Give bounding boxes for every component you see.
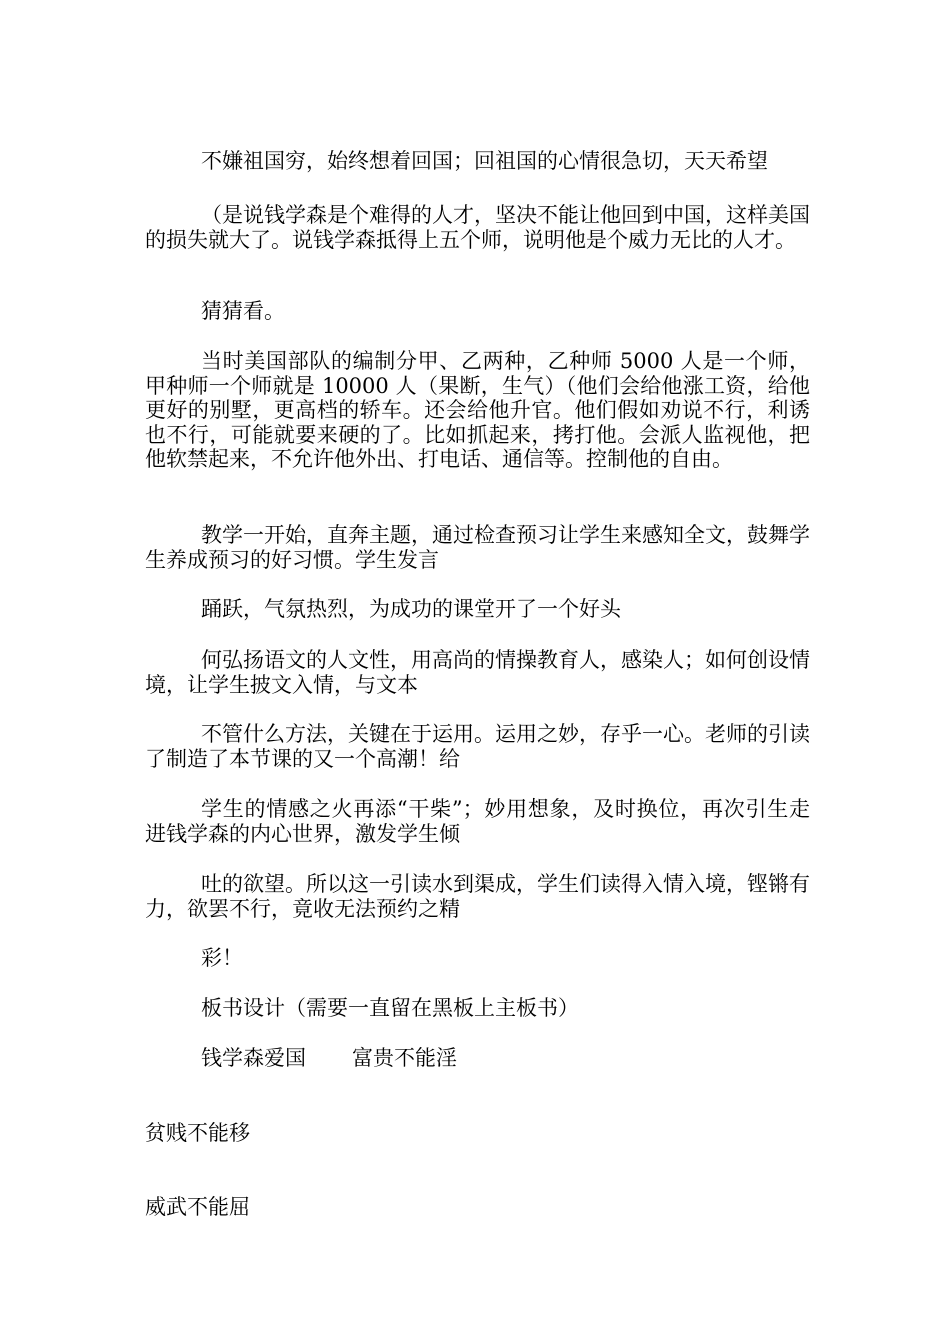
paragraph-8: 不管什么方法，关键在于运用。运用之妙，存乎一心。老师的引读了制造了本节课的又一个高潮！给 <box>145 722 810 771</box>
paragraph-6: 踊跃，气氛热烈，为成功的课堂开了一个好头 <box>201 597 621 621</box>
paragraph-9: 学生的情感之火再添“干柴”；妙用想象，及时换位，再次引生走进钱学森的内心世界，激发学生倾 <box>145 797 810 846</box>
paragraph-10: 吐的欲望。所以这一引读水到渠成，学生们读得入情入境，铿锵有力，欲罢不行，竟收无法预约之精 <box>145 872 810 921</box>
paragraph-11: 彩！ <box>201 946 243 970</box>
board-design-line-2: 贫贱不能移 <box>145 1121 250 1145</box>
paragraph-1: 不嫌祖国穷，始终想着回国；回祖国的心情很急切，天天希望 <box>201 149 768 173</box>
board-design-line-1 <box>145 1046 810 1071</box>
board-left-text: 钱学森爱国 <box>201 1046 306 1070</box>
board-right-text: 富贵不能淫 <box>352 1046 457 1070</box>
paragraph-3: 猜猜看。 <box>201 299 285 323</box>
paragraph-4: 当时美国部队的编制分甲、乙两种，乙种师 5000 人是一个师，甲种师一个师就是 10000 人（果断，生气）（他们会给他涨工资，给他更好的别墅，更高档的轿车。还会给他升官。他们假如劝说不行，利诱也不行，可能就要来硬的了。比如抓起来，拷打他。会派人监视他，把他软禁起来，不允许他外出、打电话、通信等。控制他的自由。 <box>145 349 810 471</box>
board-design-line-3: 威武不能屈 <box>145 1195 250 1219</box>
paragraph-12: 板书设计（需要一直留在黑板上主板书） <box>201 996 579 1020</box>
paragraph-5: 教学一开始，直奔主题，通过检查预习让学生来感知全文，鼓舞学生养成预习的好习惯。学生发言 <box>145 523 810 572</box>
paragraph-7: 何弘扬语文的人文性，用高尚的情操教育人，感染人；如何创设情境，让学生披文入情，与文本 <box>145 648 810 697</box>
paragraph-2: （是说钱学森是个难得的人才，坚决不能让他回到中国，这样美国的损失就大了。说钱学森抵得上五个师，说明他是个威力无比的人才。 <box>145 203 810 252</box>
